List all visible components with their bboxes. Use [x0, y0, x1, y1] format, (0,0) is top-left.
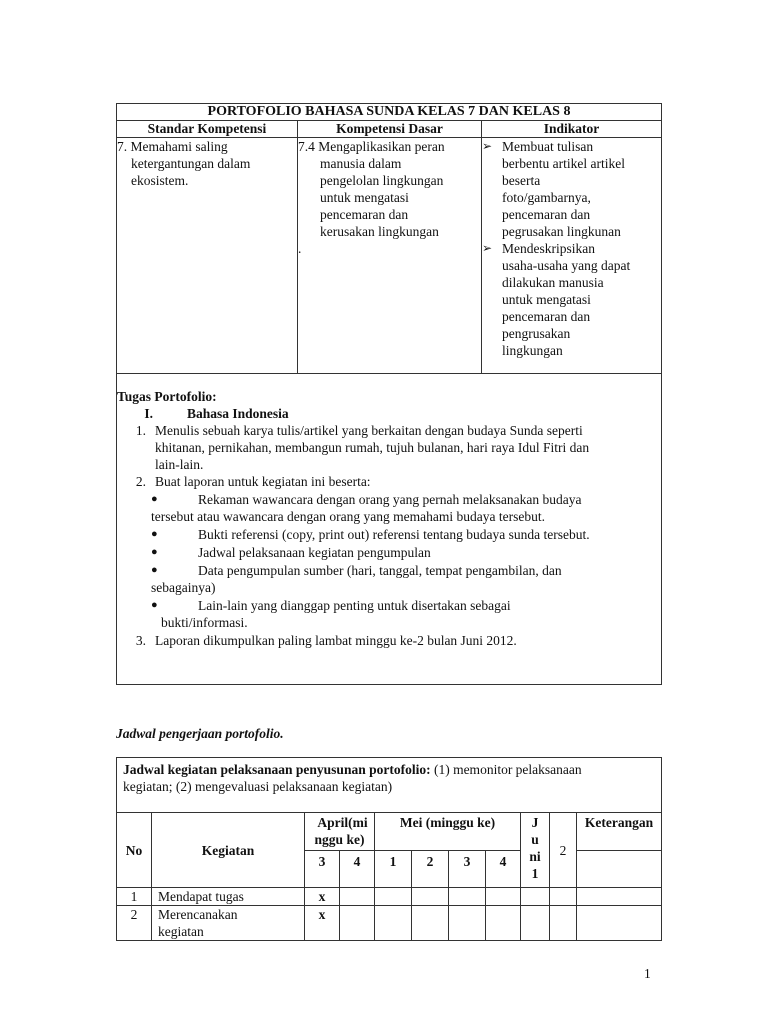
indikator-line: pengrusakan — [502, 326, 571, 341]
row-mark: x — [305, 906, 340, 941]
header-standar-kompetensi: Standar Kompetensi — [117, 121, 298, 138]
indikator-line: beserta — [502, 173, 541, 188]
empty-cell — [577, 906, 662, 941]
bullet-line: Jadwal pelaksanaan kegiatan pengumpulan — [198, 545, 431, 560]
bullet-item — [117, 597, 655, 631]
table-row — [117, 906, 662, 941]
row-kegiatan-line: kegiatan — [158, 924, 204, 939]
indikator-line: dilakukan manusia — [502, 275, 604, 290]
item-line: Menulis sebuah karya tulis/artikel yang berkaitan dengan budaya Sunda seperti — [155, 423, 583, 438]
section-number: I. — [144, 406, 153, 421]
keterangan-empty — [577, 851, 662, 888]
indikator-item — [482, 138, 661, 240]
indikator-line: Membuat tulisan — [502, 139, 594, 154]
page-number: 1 — [644, 966, 651, 981]
row-no: 2 — [117, 906, 152, 941]
bullet-item — [117, 491, 655, 525]
indikator-line: foto/gambarnya, — [502, 190, 591, 205]
indikator-line: pencemaran dan — [502, 309, 591, 324]
header-kompetensi-dasar: Kompetensi Dasar — [298, 121, 482, 138]
header-juni — [521, 813, 550, 888]
empty-cell — [412, 906, 449, 941]
item-line: lain-lain. — [155, 457, 204, 472]
week-header: 4 — [340, 851, 375, 888]
bullet-icon: ● — [151, 599, 158, 611]
arrow-bullet-icon: ➢ — [482, 241, 493, 255]
bullet-item — [117, 544, 655, 561]
item-line: Laporan dikumpulkan paling lambat minggu ke-2 bulan Juni 2012. — [155, 633, 517, 648]
empty-cell — [521, 888, 550, 906]
bullet-line: Lain-lain yang dianggap penting untuk disertakan sebagai — [198, 598, 511, 613]
week-header: 2 — [412, 851, 449, 888]
indikator-cell — [482, 138, 662, 374]
empty-cell — [577, 888, 662, 906]
bullet-line: Rekaman wawancara dengan orang yang pernah melaksanakan budaya — [198, 492, 582, 507]
bullet-item — [117, 526, 655, 543]
empty-cell — [375, 888, 412, 906]
bullet-icon: ● — [151, 493, 158, 505]
empty-cell — [486, 906, 521, 941]
empty-cell — [412, 888, 449, 906]
portfolio-table — [116, 103, 662, 685]
item-line: Buat laporan untuk kegiatan ini beserta: — [155, 474, 371, 489]
section-heading — [117, 405, 655, 422]
header-juni-line: u — [531, 832, 539, 847]
standar-line: ekosistem. — [131, 173, 189, 188]
kompetensi-cell — [298, 138, 482, 374]
caption-rest: (1) memonitor pelaksanaan — [430, 762, 582, 777]
indikator-line: pencemaran dan — [502, 207, 591, 222]
empty-cell — [449, 906, 486, 941]
jadwal-heading: Jadwal pengerjaan portofolio. — [116, 726, 284, 741]
indikator-line: Mendeskripsikan — [502, 241, 595, 256]
header-juni-line: 1 — [531, 866, 539, 881]
header-april-line: nggu ke) — [314, 832, 365, 847]
kompetensi-line: untuk mengatasi — [320, 190, 409, 205]
kompetensi-line: pengelolan lingkungan — [320, 173, 444, 188]
caption-line2: kegiatan; (2) mengevaluasi pelaksanaan kegiatan) — [123, 779, 393, 794]
tugas-heading: Tugas Portofolio: — [117, 389, 217, 404]
standar-line: 7. Memahami saling — [117, 139, 228, 154]
schedule-table — [116, 757, 662, 941]
header-april — [305, 813, 375, 851]
header-no: No — [117, 813, 152, 888]
row-kegiatan-line: Merencanakan — [158, 907, 238, 922]
indikator-line: lingkungan — [502, 343, 563, 358]
schedule-caption — [117, 758, 662, 813]
bullet-line: bukti/informasi. — [161, 615, 248, 630]
empty-cell — [449, 888, 486, 906]
row-kegiatan — [152, 906, 305, 941]
row-no: 1 — [117, 888, 152, 906]
kompetensi-line: manusia dalam — [320, 156, 402, 171]
empty-cell — [550, 888, 577, 906]
kompetensi-line: . — [298, 241, 302, 256]
kompetensi-line: kerusakan lingkungan — [320, 224, 439, 239]
week-header: 3 — [449, 851, 486, 888]
tugas-cell — [117, 374, 662, 685]
bullet-icon: ● — [151, 546, 158, 558]
kompetensi-line: pencemaran dan — [320, 207, 409, 222]
row-mark: x — [305, 888, 340, 906]
header-keterangan: Keterangan — [577, 813, 662, 851]
item-number: 3. — [135, 633, 146, 648]
item-number: 2. — [135, 474, 146, 489]
standar-line: ketergantungan dalam — [131, 156, 251, 171]
empty-cell — [486, 888, 521, 906]
item-line: khitanan, pernikahan, membangun rumah, tujuh bulanan, hari raya Idul Fitri dan — [155, 440, 590, 455]
header-juni-week-2: 2 — [550, 813, 577, 888]
empty-cell — [521, 906, 550, 941]
bullet-line: Bukti referensi (copy, print out) referensi tentang budaya sunda tersebut. — [198, 527, 590, 542]
empty-cell — [550, 906, 577, 941]
bullet-icon: ● — [151, 528, 158, 540]
arrow-bullet-icon: ➢ — [482, 139, 493, 153]
list-item — [117, 422, 655, 473]
standar-cell — [117, 138, 298, 374]
tugas-block — [117, 388, 655, 649]
indikator-line: pegrusakan lingkunan — [502, 224, 621, 239]
kompetensi-line: 7.4 Mengaplikasikan peran — [298, 139, 445, 154]
list-item — [117, 473, 655, 490]
bullet-icon: ● — [151, 564, 158, 576]
bullet-item — [117, 562, 655, 596]
header-april-line: April(mi — [317, 815, 368, 830]
bullet-line: Data pengumpulan sumber (hari, tanggal, tempat pengambilan, dan — [198, 563, 562, 578]
item-number: 1. — [135, 423, 146, 438]
bullet-line: sebagainya) — [151, 580, 216, 595]
empty-cell — [375, 906, 412, 941]
section-title: Bahasa Indonesia — [187, 406, 289, 421]
header-juni-line: ni — [529, 849, 541, 864]
table-row — [117, 888, 662, 906]
indikator-item — [482, 240, 661, 359]
indikator-line: berbentu artikel artikel — [502, 156, 625, 171]
week-header: 3 — [305, 851, 340, 888]
header-kegiatan: Kegiatan — [152, 813, 305, 888]
bullet-line: tersebut atau wawancara dengan orang yang memahami budaya tersebut. — [151, 509, 545, 524]
week-header: 4 — [486, 851, 521, 888]
caption-bold: Jadwal kegiatan pelaksanaan penyusunan portofolio: — [123, 762, 431, 777]
empty-cell — [340, 906, 375, 941]
empty-cell — [340, 888, 375, 906]
portfolio-title: PORTOFOLIO BAHASA SUNDA KELAS 7 DAN KELAS 8 — [117, 104, 662, 121]
indikator-line: usaha-usaha yang dapat — [502, 258, 631, 273]
week-header: 1 — [375, 851, 412, 888]
header-mei: Mei (minggu ke) — [375, 813, 521, 851]
indikator-line: untuk mengatasi — [502, 292, 591, 307]
row-kegiatan: Mendapat tugas — [152, 888, 305, 906]
list-item — [117, 632, 655, 649]
header-indikator: Indikator — [482, 121, 662, 138]
header-juni-line: J — [531, 815, 539, 830]
